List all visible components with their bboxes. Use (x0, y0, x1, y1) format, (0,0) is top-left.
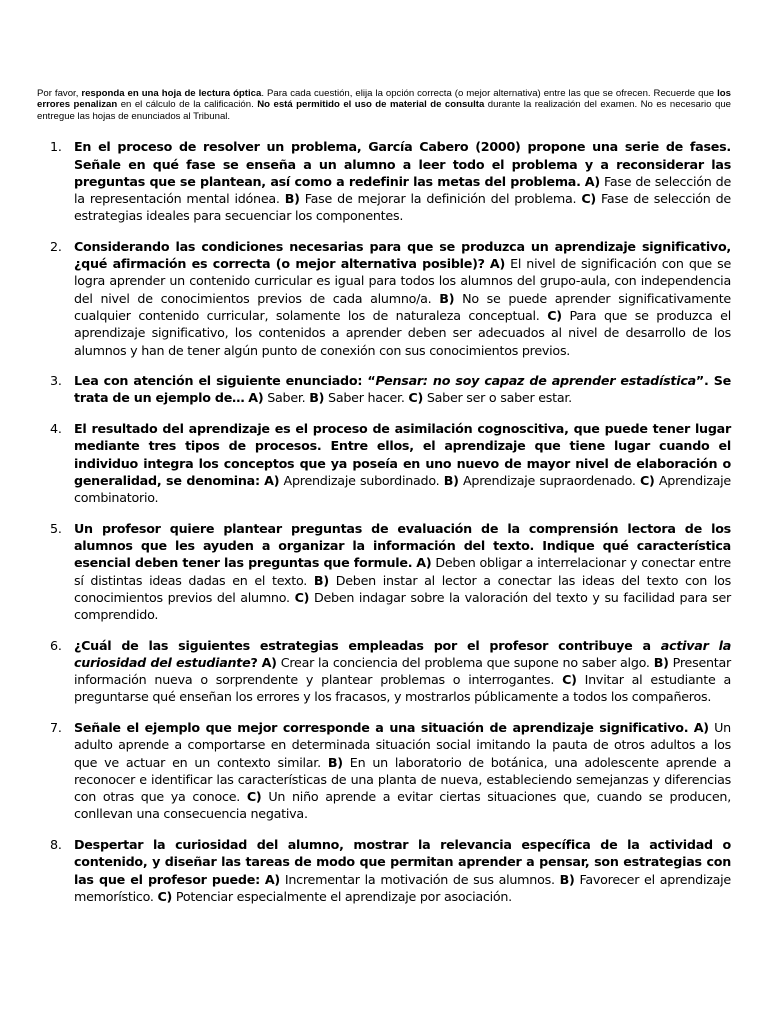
option-letter: C) (562, 672, 577, 688)
option-text: Deben instar al lector a conectar las ideas del texto con los conocimientos previos del alumno. (74, 572, 731, 605)
instruction-emphasis: responda en una hoja de lectura óptica (81, 88, 262, 99)
option-letter: A) (416, 555, 432, 571)
question-number: 8. (50, 836, 62, 852)
exam-instructions (37, 88, 731, 122)
option-text: Potenciar especialmente el aprendizaje por asociación. (172, 888, 512, 904)
question-item (37, 719, 731, 823)
question-stem: En el proceso de resolver un problema, García Cabero (2000) propone una serie de fases. Señale en qué fase se enseña a un alumno a leer todo el problema y a reconsiderar las preguntas que se plantean, así como a redefinir las metas del problema. (74, 139, 731, 189)
option-letter: A) (264, 871, 280, 887)
option-text: Deben indagar sobre la valoración del texto y su facilidad para ser comprendido. (74, 589, 732, 623)
option-text: Aprendizaje supraordenado. (458, 472, 640, 488)
option-letter: B) (313, 572, 329, 588)
instruction-text: en el cálculo de la calificación. (117, 99, 258, 111)
question-number: 6. (50, 637, 62, 653)
question-stem: ¿Cuál de las siguientes estrategias empleadas por el profesor contribuye a (74, 637, 661, 653)
option-letter: B) (284, 191, 300, 207)
option-text: Presentar información nueva o sorprendente y plantear problemas o interrogantes. (74, 654, 732, 688)
option-text: Invitar al estudiante a preguntarse qué enseñan los errores y los fracasos, y mostrarlos públicamente a todos los compañeros. (74, 672, 731, 705)
question-number: 1. (50, 139, 62, 155)
option-text: El nivel de significación con que se logra aprender un contenido curricular es igual para todos los alumnos del grupo-aula, con independencia del nivel de conocimientos previos de cada alumno/a. (74, 256, 732, 306)
question-item (37, 372, 731, 407)
option-letter: A) (264, 472, 280, 488)
option-letter: C) (639, 472, 655, 488)
instruction-emphasis: los errores penalizan (37, 88, 731, 111)
question-stem: ”. Se trata de un ejemplo de… (74, 373, 731, 406)
question-stem-italic: Pensar: no soy capaz de aprender estadística (375, 373, 696, 389)
question-stem: El resultado del aprendizaje es el proceso de asimilación cognoscitiva, que puede tener lugar mediante tres tipos de procesos. Entre ellos, el aprendizaje que tiene lugar cuando el individuo integra los conceptos que ya poseía en uno nuevo de mayor nivel de elaboración o generalidad, se denomina: (74, 420, 731, 488)
option-letter: B) (327, 754, 343, 770)
question-item (37, 420, 731, 506)
instruction-text: durante la realización del examen. No es necesario que entregue las hojas de enunciados al Tribunal. (37, 99, 731, 122)
question-number: 3. (50, 373, 62, 389)
question-stem: Un profesor quiere plantear preguntas de evaluación de la comprensión lectora de los alumnos que les ayuden a organizar la información del texto. Indique qué característica esencial deben tener las preguntas que formule. (74, 520, 731, 571)
question-stem: ? (250, 654, 258, 670)
question-item (37, 836, 731, 905)
instruction-text: Por favor, (37, 88, 82, 99)
instruction-emphasis: No está permitido el uso de material de consulta (257, 99, 485, 111)
question-number: 2. (50, 238, 62, 254)
option-letter: C) (581, 191, 596, 207)
option-letter: A) (693, 719, 709, 735)
instruction-text: . Para cada cuestión, elija la opción correcta (o mejor alternativa) entre las que se ofrecen. Recuerde que (261, 88, 718, 99)
option-text: Incrementar la motivación de sus alumnos. (279, 871, 560, 887)
option-letter: B) (559, 871, 575, 887)
option-letter: A) (261, 654, 277, 670)
option-text: Saber. (263, 390, 310, 406)
question-stem: Señale el ejemplo que mejor corresponde a una situación de aprendizaje significativo. (74, 719, 689, 735)
option-text: Para que se produzca el aprendizaje significativo, los contenidos a aprender deben ser adecuados al nivel de desarrollo de los alumnos y han de tener algún punto de conexión con sus conocimientos previos. (74, 308, 731, 358)
question-item (37, 238, 731, 359)
question-stem-italic: activar la curiosidad del estudiante (74, 637, 732, 670)
option-letter: C) (408, 390, 424, 406)
option-letter: C) (547, 308, 562, 324)
option-text: En un laboratorio de botánica, una adolescente aprende a reconocer e identificar las características de una planta de nueva, estableciendo semejanzas y diferencias con otras que ya conoce. (74, 754, 731, 805)
option-text: Un niño aprende a evitar ciertas situaciones que, cuando se producen, conllevan una consecuencia negativa. (74, 789, 731, 822)
option-text: Saber ser o saber estar. (423, 390, 572, 406)
option-text: Favorecer el aprendizaje memorístico. (74, 871, 731, 904)
option-letter: B) (309, 390, 325, 406)
question-item (37, 520, 731, 624)
option-text: Deben obligar a interrelacionar y conectar entre sí distintas ideas dadas en el texto. (74, 555, 731, 588)
option-letter: B) (443, 472, 459, 488)
question-stem: Considerando las condiciones necesarias para que se produzca un aprendizaje significativo, ¿qué afirmación es correcta (o mejor alternativa posible)? (74, 238, 731, 272)
option-text: Aprendizaje combinatorio. (74, 472, 731, 506)
question-item (37, 138, 731, 224)
question-number: 5. (50, 520, 62, 536)
option-letter: B) (439, 290, 455, 306)
option-text: No se puede aprender significativamente cualquier contenido curricular, solamente los de naturaleza conceptual. (74, 290, 731, 324)
option-letter: B) (653, 654, 669, 670)
question-number: 4. (50, 420, 62, 436)
question-number: 7. (50, 719, 62, 735)
option-letter: C) (157, 888, 173, 904)
option-text: Fase de mejorar la definición del problema. (299, 191, 582, 207)
question-item (37, 637, 731, 706)
option-text: Saber hacer. (324, 390, 409, 406)
question-stem: Despertar la curiosidad del alumno, mostrar la relevancia específica de la actividad o contenido, y diseñar las tareas de modo que permitan aprender a pensar, son estrategias con las que el profesor puede: (74, 836, 731, 887)
option-letter: C) (246, 789, 262, 805)
exam-page (37, 88, 731, 918)
option-letter: A) (489, 256, 506, 272)
option-text: Fase de selección de la representación mental idónea. (74, 173, 732, 207)
option-text: Aprendizaje subordinado. (279, 472, 444, 488)
option-text: Fase de selección de estrategias ideales para secuenciar los componentes. (74, 191, 731, 224)
option-text: Un adulto aprende a comportarse en determinada situación social imitando la pauta de otros adultos a los que ve actuar en un contexto similar. (74, 719, 731, 770)
option-letter: A) (584, 173, 600, 189)
option-letter: A) (248, 390, 264, 406)
option-letter: C) (294, 589, 310, 605)
question-stem: Lea con atención el siguiente enunciado: “ (74, 373, 376, 389)
question-list (37, 138, 731, 905)
option-text: Crear la conciencia del problema que supone no saber algo. (276, 654, 654, 670)
